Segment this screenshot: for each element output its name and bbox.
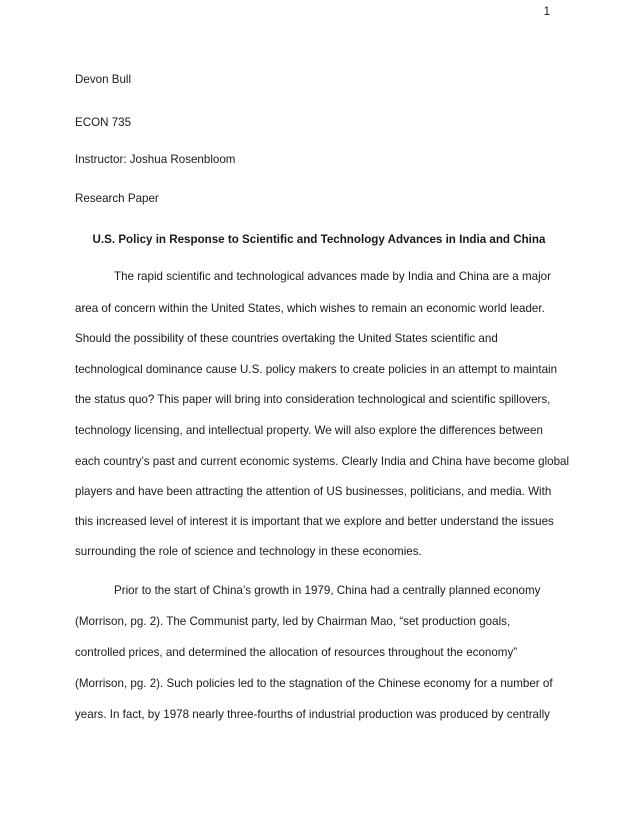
paragraph-line: this increased level of interest it is important that we explore and better understand the issues [75,515,554,528]
paragraph-line: years. In fact, by 1978 nearly three-fourths of industrial production was produced by centrally [75,708,550,721]
paragraph-line: Should the possibility of these countries overtaking the United States scientific and [75,332,498,345]
paragraph-line: (Morrison, pg. 2). The Communist party, led by Chairman Mao, “set production goals, [75,615,511,628]
paragraph-line: controlled prices, and determined the allocation of resources throughout the economy” [75,646,518,659]
page-number: 1 [543,6,550,18]
paragraph-line: technology licensing, and intellectual property. We will also explore the differences between [75,424,543,437]
paragraph-line: each country’s past and current economic systems. Clearly India and China have become global [75,455,570,468]
paper-title: U.S. Policy in Response to Scientific and Technology Advances in India and China [92,233,546,246]
paragraph-line: the status quo? This paper will bring into consideration technological and scientific spillovers, [75,393,551,406]
author-line: Devon Bull [75,73,132,86]
paragraph-line: The rapid scientific and technological advances made by India and China are a major [114,270,551,283]
paragraph-line: area of concern within the United States, which wishes to remain an economic world leader. [75,302,545,315]
paragraph-line: (Morrison, pg. 2). Such policies led to the stagnation of the Chinese economy for a number of [75,677,553,690]
paragraph-line: players and have been attracting the attention of US businesses, politicians, and media. With [75,485,552,498]
doc-type-line: Research Paper [75,192,159,205]
paragraph-line: technological dominance cause U.S. policy makers to create policies in an attempt to maintain [75,363,558,376]
instructor-line: Instructor: Joshua Rosenbloom [75,153,236,166]
course-line: ECON 735 [75,116,132,129]
paragraph-line: Prior to the start of China’s growth in 1979, China had a centrally planned economy [114,584,541,597]
paragraph-line: surrounding the role of science and technology in these economies. [75,545,422,558]
